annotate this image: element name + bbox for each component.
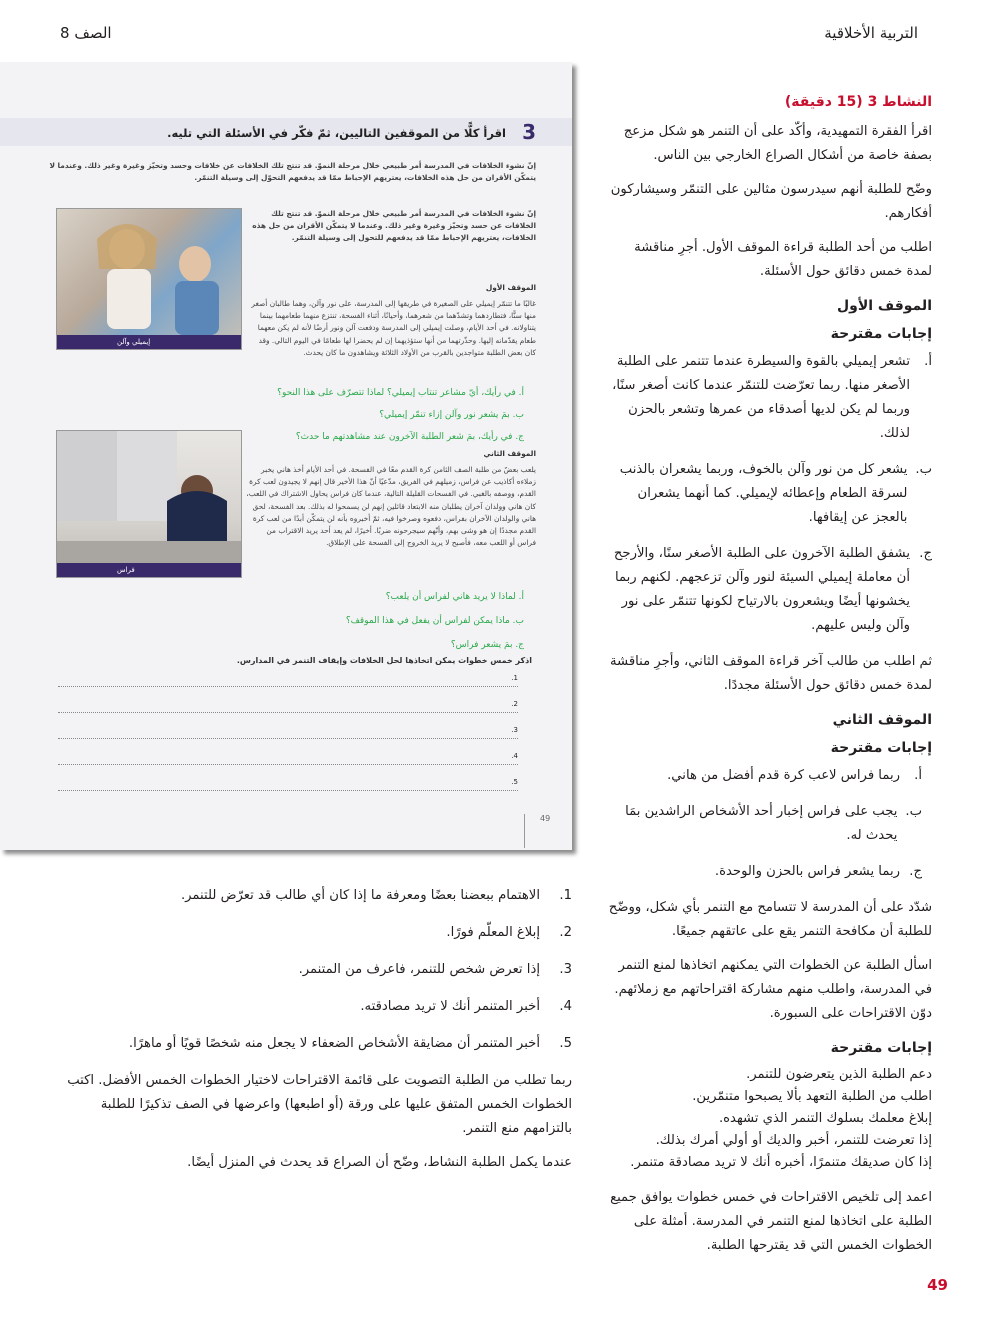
blank-number: 3.	[511, 726, 518, 734]
answer-blank[interactable]	[58, 726, 518, 739]
book-situation-title: الموقف الثاني	[483, 449, 536, 458]
step-number: 3.	[559, 962, 572, 977]
book-steps-prompt: اذكر خمس خطوات يمكن اتخاذها لحل الخلافات وإيقاف التنمر في المدارس.	[236, 656, 532, 665]
step-number: 4.	[559, 999, 572, 1014]
book-situation-text: يلعب بعضٌ من طلبة الصف الثامن كرة القدم معًا في الفسحة. في أحد الأيام أخذ هاني يخبر زملاءه أكاذيب عن فراس، زميلهم في الفريق، مدّعيًا أنّ هذا الأخير قال إنهم لا يجيدون لعب كرة القدم، ووصفه بالغبي. في الفسحات القليلة التالية، عندما كان فراس يحاول الاشتراك في اللعب، كان هاني وولدان آخران يطلبان منه الابتعاد قائلين إنهم لن يسمحوا له بذلك. بعد الفسحة، لحق هاني والولدان الآخران بفراس، دفعوه وصرخوا فيه، ثمّ أخبروه بأنه لن يتمكّن أبدًا من لعب كرة القدم مجددًا إن هو وشى بهم، وأنّهم سيجرحونه ضربًا. أخيرًا، لم يعد أحد يريد الاقتراب من فراس أو اللعب معه، فأصبح لا يريد الخروج إلى الفسحة على الإطلاق.	[246, 465, 536, 548]
suggestion-line: إبلاغ معلمك بسلوك التنمر الذي تشهده.	[718, 1111, 932, 1126]
step-text: أخبر المتنمر أنك لا تريد مصادقته.	[360, 999, 540, 1014]
exercise-number: 3	[522, 120, 536, 144]
answer-blank[interactable]	[58, 700, 518, 713]
answer-text: ربما فراس لاعب كرة قدم أفضل من هاني.	[667, 768, 900, 783]
step-item	[60, 921, 572, 945]
answer-item	[606, 350, 932, 446]
step-text: أخبر المتنمر أن مضايقة الأشخاص الضعفاء لا يجعل منه شخصًا قويًا أو ماهرًا.	[128, 1036, 540, 1051]
section-heading: الموقف الأول	[836, 298, 932, 314]
photo-caption: فراس	[57, 563, 241, 577]
illustration-icon	[57, 209, 241, 335]
photo-caption: إيميلي وآلن	[57, 335, 241, 349]
answer-text: يشفق الطلبة الآخرون على الطلبة الأصغر سنًا، والأرجح أن معاملة إيميلي السيئة لنور وآلن تزعجهم. لكنهم ربما يخشونها أيضًا ويشعرون بالارتياح لكونها تتنمّر على نور وآلن وليس عليهم.	[613, 546, 910, 633]
photo-emily-and-alan	[56, 208, 242, 350]
page-number: 49	[927, 1276, 948, 1294]
student-book-page	[0, 62, 572, 850]
paragraph: ثم اطلب من طالب آخر قراءة الموقف الثاني، وأجرِ مناقشة لمدة خمس دقائق حول الأسئلة مجددًا.	[609, 654, 932, 693]
paragraph: وضّح للطلبة أنهم سيدرسون مثالين على التنمّر وسيشاركون أفكارهم.	[610, 182, 932, 221]
answer-item	[606, 542, 932, 638]
book-question: أ. في رأيك، أيّ مشاعر تنتاب إيميلي؟ لماذا تتصرّف على هذا النحو؟	[277, 388, 524, 398]
step-text: الاهتمام ببعضنا بعضًا ومعرفة ما إذا كان أي طالب قد تعرّض للتنمر.	[180, 888, 540, 903]
answer-list	[606, 764, 932, 884]
activity-notes	[606, 90, 932, 1268]
book-question: أ. لماذا لا يريد هاني لفراس أن يلعب؟	[385, 592, 524, 602]
answers-heading: إجابات مقترحة	[830, 326, 932, 342]
step-item	[60, 1032, 572, 1056]
answer-item	[606, 764, 922, 788]
suggestion-line: دعم الطلبة الذين يتعرضون للتنمر.	[746, 1067, 932, 1082]
activity-title: النشاط 3 (15 دقيقة)	[784, 94, 932, 110]
answer-marker: ج.	[909, 864, 922, 879]
step-text: إذا تعرض شخص للتنمر، فاعرف من المتنمر.	[298, 962, 540, 977]
paragraph: اسأل الطلبة عن الخطوات التي يمكنهم اتخاذها لمنع التنمر في المدرسة، واطلب منهم مشاركة اقتراحاتهم مع زملائهم. دوّن الاقتراحات على السبورة.	[614, 958, 932, 1021]
divider	[524, 814, 525, 848]
answer-text: يجب على فراس إخبار أحد الأشخاص الراشدين بمَا يحدث له.	[625, 804, 898, 843]
running-header-subject: التربية الأخلاقية	[824, 24, 918, 42]
photo-feras	[56, 430, 242, 578]
answer-marker: أ.	[924, 354, 932, 369]
running-header-grade: الصف 8	[60, 24, 112, 42]
book-question: ب. بمَ يشعر نور وآلن إزاء تنمّر إيميلي؟	[379, 410, 524, 420]
book-situation-title: الموقف الأول	[485, 283, 536, 292]
suggestion-line: إذا تعرضت للتنمر، أخبر والديك أو أولي أمرك بذلك.	[655, 1133, 932, 1148]
section-heading: الموقف الثاني	[832, 712, 932, 728]
answer-marker: ب.	[905, 804, 922, 819]
steps-section	[60, 884, 572, 1175]
paragraph: شدّد على أن المدرسة لا تتسامح مع التنمر بأي شكل، ووضّح للطلبة أن مكافحة التنمر يقع على عاتقهم جميعًا.	[608, 900, 932, 939]
answer-marker: ب.	[915, 462, 932, 477]
answer-marker: أ.	[914, 768, 922, 783]
answer-item	[606, 458, 932, 530]
blank-number: 2.	[511, 700, 518, 708]
book-question: ج. في رأيك، بمَ شعر الطلبة الآخرون عند مشاهدتهم ما حدث؟	[295, 432, 524, 442]
book-intro: إنّ نشوء الخلافات في المدرسة أمر طبيعي خلال مرحلة النموّ. قد تنتج تلك الخلافات عن خلافات وحسد وتحيّز وغيرة وغير ذلك. وعندما لا يتمكّن الأقران من حل هذه الخلافات، يعتريهم الإحباط ممّا قد يدفعهم التحوّل إلى وسيلة التنمّر.	[49, 161, 536, 183]
exercise-instruction: اقرأ كلًّا من الموقفين التاليين، ثمّ فكّر في الأسئلة التي تليه.	[167, 126, 506, 140]
answer-marker: ج.	[919, 546, 932, 561]
answer-blank[interactable]	[58, 778, 518, 791]
answer-item	[606, 800, 922, 848]
answer-blank[interactable]	[58, 752, 518, 765]
paragraph: عندما يكمل الطلبة النشاط، وضّح أن الصراع قد يحدث في المنزل أيضًا.	[187, 1155, 572, 1170]
answers-heading: إجابات مقترحة	[830, 740, 932, 756]
blank-number: 5.	[511, 778, 518, 786]
blank-number: 4.	[511, 752, 518, 760]
step-number: 1.	[559, 888, 572, 903]
suggestion-list	[606, 1064, 932, 1174]
step-item	[60, 958, 572, 982]
answer-text: تشعر إيميلي بالقوة والسيطرة عندما تتنمر على الطلبة الأصغر منها. ربما تعرّضت للتنمّر عندما كانت أصغر سنًا، وربما لم يكن لديها أصدقاء من عمرها وتشعر بالحزن لذلك.	[612, 354, 910, 441]
blank-number: 1.	[511, 674, 518, 682]
suggestion-line: اطلب من الطلبة التعهد بألا يصبحوا متنمّرين.	[692, 1089, 932, 1104]
paragraph: اعمد إلى تلخيص الاقتراحات في خمس خطوات يوافق جميع الطلبة على اتخاذها لمنع التنمر في المدرسة. أمثلة على الخطوات الخمس التي قد يقترحها الطلبة.	[610, 1190, 932, 1253]
answer-text: يشعر كل من نور وآلن بالخوف، وربما يشعران بالذنب لسرقة الطعام وإعطائه لإيميلي. كما أنهما يشعران بالعجز عن إيقافها.	[619, 462, 908, 525]
answer-list	[606, 350, 932, 638]
book-page-number: 49	[540, 814, 551, 823]
answer-text: ربما يشعر فراس بالحزن والوحدة.	[714, 864, 900, 879]
book-intro-2: إنّ نشوء الخلافات في المدرسة أمر طبيعي خلال مرحلة النموّ. قد تنتج تلك الخلافات عن حسد وتحيّز وغيرة وغير ذلك. وعندما لا يتمكّن الأقران من حل هذه الخلافات، يعتريهم الإحباط ممّا قد يدفعهم للتحول إلى وسيلة التنمّر.	[252, 209, 536, 243]
suggestion-line: إذا كان صديقك متنمرًا، أخبره أنك لا تريد مصادقة متنمر.	[630, 1155, 932, 1170]
paragraph: اقرأ الفقرة التمهيدية، وأكّد على أن التنمر هو شكل مزعج بصفة خاصة من أشكال الصراع الخارجي بين الناس.	[623, 124, 932, 163]
answer-blank[interactable]	[58, 674, 518, 687]
book-question: ب. ماذا يمكن لفراس أن يفعل في هذا الموقف؟	[345, 616, 524, 626]
step-number: 2.	[559, 925, 572, 940]
paragraph: اطلب من أحد الطلبة قراءة الموقف الأول. أجرِ مناقشة لمدة خمس دقائق حول الأسئلة.	[634, 240, 932, 279]
step-number: 5.	[559, 1036, 572, 1051]
illustration-icon	[57, 431, 241, 563]
step-item	[60, 995, 572, 1019]
paragraph: ربما تطلب من الطلبة التصويت على قائمة الاقتراحات لاختيار الخطوات الخمس الأفضل. اكتب الخطوات الخمس المتفق عليها على ورقة (أو اطبعها) واعرضها في الصف تذكيرًا للطلبة بالتزامهم منع التنمر.	[67, 1073, 572, 1136]
step-item	[60, 884, 572, 908]
answers-heading: إجابات مقترحة	[830, 1040, 932, 1056]
step-text: إبلاغ المعلّم فورًا.	[446, 925, 540, 940]
book-situation-text: غالبًا ما تتنمّر إيميلي على الصغيرة في طريقها إلى المدرسة، على نور وآلن، وهما طالبان أصغر منها سنًّا، فتطاردهما وتشدّهما من شعرهما، وأحيانًا، أثناء الفسحة، تنتزع منهما طعامهما بينما يتناولانه. في أحد الأيام، وصلت إيميلي إلى المدرسة ودفعت آلن ونور أرضًا لأنه لم يكن معهما طعام يقدّمانه إليها. وحذّرتهما من أنها ستؤذيهما إن لم يحضرا لها طعامًا في اليوم التالي. وقد كان بعض الطلبة متواجدين بالقرب من الأولاد الثلاثة ويشاهدون ما كان يحدث.	[251, 299, 536, 357]
book-question: ج. بمَ يشعر فراس؟	[450, 640, 524, 650]
answer-item	[606, 860, 922, 884]
